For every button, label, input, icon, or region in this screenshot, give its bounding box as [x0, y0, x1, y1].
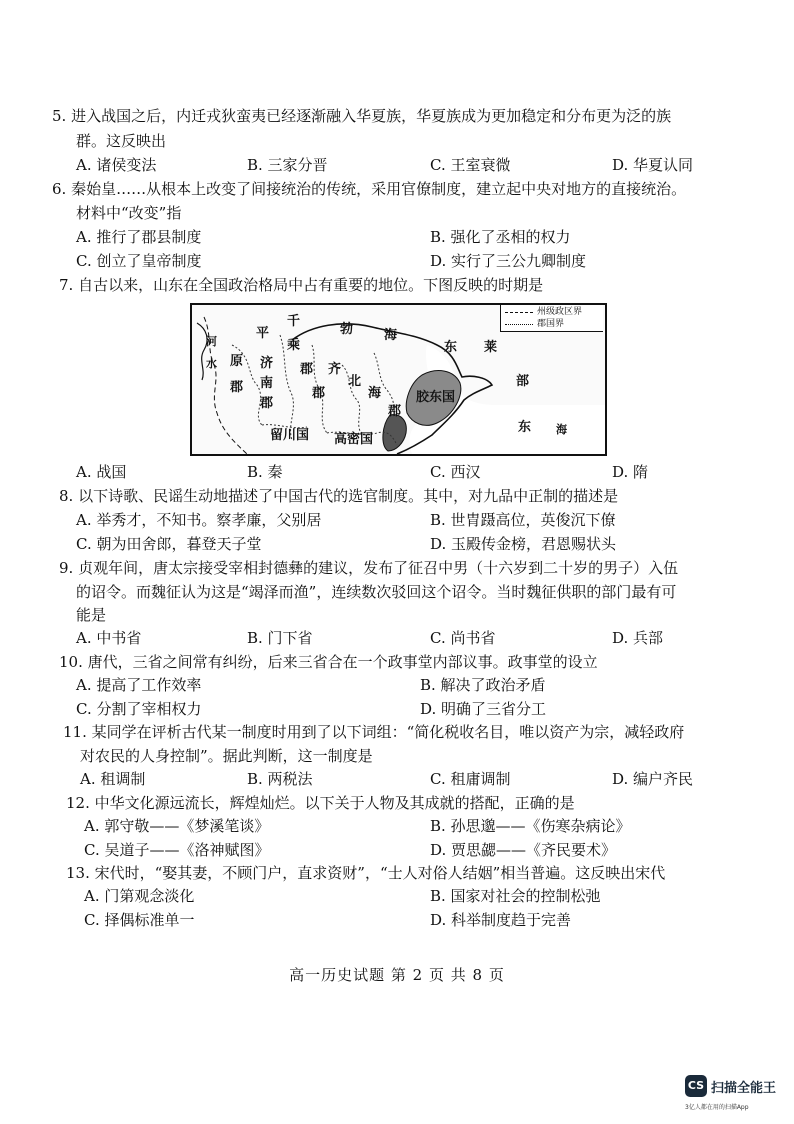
legend-item-state-boundary: 州级政区界: [537, 307, 583, 317]
map-label: 北: [348, 374, 362, 389]
map-label: 乘: [287, 338, 301, 353]
map-label: 海: [368, 386, 382, 401]
q5-stem-line2: 群。这反映出: [76, 132, 167, 150]
map-label: 平: [256, 326, 270, 341]
q5-stem-line1: 5. 进入战国之后，内迁戎狄蛮夷已经逐渐融入华夏族，华夏族成为更加稳定和分布更为泛的族: [52, 107, 672, 125]
q13-option-d: D. 科举制度趋于完善: [430, 911, 572, 929]
map-label: 郡: [230, 380, 244, 395]
q9-option-a: A. 中书省: [76, 629, 142, 647]
q8-option-b: B. 世胄蹑高位，英俊沉下僚: [430, 511, 616, 529]
map-label: 千: [287, 314, 301, 329]
legend-state-boundary-symbol: [505, 312, 533, 313]
q9-option-d: D. 兵部: [612, 629, 664, 647]
q9-option-b: B. 门下省: [247, 629, 313, 647]
q6-option-a: A. 推行了郡县制度: [76, 228, 202, 246]
historical-map: [190, 303, 607, 456]
map-label: 河: [206, 335, 217, 348]
q11-stem-line2: 对农民的人身控制”。据此判断，这一制度是: [80, 747, 373, 765]
q10-option-d: D. 明确了三省分工: [420, 700, 547, 718]
map-label-gaomi: 高密国: [334, 432, 374, 447]
map-label-jiaodong: 胶东国: [416, 390, 456, 405]
map-label: 齐: [328, 362, 342, 377]
map-label: 原: [230, 354, 244, 369]
q6-option-c: C. 创立了皇帝制度: [76, 252, 202, 270]
map-label: 莱: [484, 340, 498, 355]
legend-commandery-boundary-symbol: [505, 324, 533, 325]
q10-option-c: C. 分割了宰相权力: [76, 700, 202, 718]
q11-option-d: D. 编户齐民: [612, 770, 694, 788]
q5-option-d: D. 华夏认同: [612, 156, 694, 174]
q7-option-b: B. 秦: [247, 463, 283, 481]
q6-option-b: B. 强化了丞相的权力: [430, 228, 571, 246]
q6-option-d: D. 实行了三公九卿制度: [430, 252, 587, 270]
map-label: 东: [444, 340, 458, 355]
map-label: 东: [518, 420, 532, 435]
map-label: 水: [206, 357, 217, 370]
map-label: 郡: [388, 404, 402, 419]
watermark-tagline: 3亿人都在用的扫描App: [685, 1104, 749, 1111]
q5-option-a: A. 诸侯变法: [76, 156, 157, 174]
map-label: 南: [260, 376, 274, 391]
map-label: 郡: [260, 396, 274, 411]
q11-option-c: C. 租庸调制: [430, 770, 511, 788]
q9-option-c: C. 尚书省: [430, 629, 496, 647]
map-label: 济: [260, 356, 274, 371]
q13-option-c: C. 择偶标准单一: [84, 911, 195, 929]
legend-item-commandery-boundary: 郡国界: [537, 319, 565, 329]
map-label: 海: [384, 328, 398, 343]
map-label: 勃: [340, 322, 354, 337]
q11-stem-line1: 11. 某同学在评析古代某一制度时用到了以下词组：“简化税收名目，唯以资产为宗，减轻政府: [63, 723, 685, 741]
camscanner-logo-icon: CS: [685, 1075, 707, 1097]
map-label: 海: [556, 423, 567, 436]
q13-option-a: A. 门第观念淡化: [84, 887, 195, 905]
q5-option-c: C. 王室衰微: [430, 156, 511, 174]
watermark-app-name: 扫描全能王: [711, 1081, 777, 1096]
q12-option-c: C. 吴道子——《洛神赋图》: [84, 841, 270, 859]
q12-option-a: A. 郭守敬——《梦溪笔谈》: [84, 817, 270, 835]
q10-stem-line1: 10. 唐代，三省之间常有纠纷，后来三省合在一个政事堂内部议事。政事堂的设立: [59, 653, 598, 671]
map-label: 郡: [312, 386, 326, 401]
map-label-zichuan: 留川国: [270, 428, 310, 443]
q7-option-c: C. 西汉: [430, 463, 481, 481]
map-legend: [500, 305, 603, 332]
map-label: 部: [516, 374, 530, 389]
q10-option-a: A. 提高了工作效率: [76, 676, 202, 694]
q8-option-c: C. 朝为田舍郎，暮登天子堂: [76, 535, 262, 553]
q12-option-b: B. 孙思邈——《伤寒杂病论》: [430, 817, 631, 835]
q9-stem-line3: 能是: [76, 606, 107, 624]
q10-option-b: B. 解决了政治矛盾: [420, 676, 546, 694]
page-footer: 高一历史试题 第 2 页 共 8 页: [289, 966, 505, 984]
q8-option-d: D. 玉殿传金榜，君恩赐状头: [430, 535, 617, 553]
q7-option-a: A. 战国: [76, 463, 127, 481]
q8-stem-line1: 8. 以下诗歌、民谣生动地描述了中国古代的选官制度。其中，对九品中正制的描述是: [59, 487, 619, 505]
q9-stem-line2: 的诏令。而魏征认为这是“竭泽而渔”，连续数次驳回这个诏令。当时魏征供职的部门最有可: [76, 583, 677, 601]
q11-option-b: B. 两税法: [247, 770, 313, 788]
q8-option-a: A. 举秀才，不知书。察孝廉，父别居: [76, 511, 322, 529]
q12-option-d: D. 贾思勰——《齐民要术》: [430, 841, 617, 859]
q5-option-b: B. 三家分晋: [247, 156, 328, 174]
q9-stem-line1: 9. 贞观年间，唐太宗接受宰相封德彝的建议，发布了征召中男（十六岁到二十岁的男子）入伍: [59, 559, 679, 577]
q13-option-b: B. 国家对社会的控制松弛: [430, 887, 601, 905]
q6-stem-line2: 材料中“改变”指: [76, 204, 182, 222]
q13-stem-line1: 13. 宋代时，“娶其妻，不顾门户，直求资财”，“士人对俗人结姻”相当普遍。这反映出宋代: [66, 864, 666, 882]
q6-stem-line1: 6. 秦始皇……从根本上改变了间接统治的传统，采用官僚制度，建立起中央对地方的直接统治。: [52, 180, 687, 198]
q7-option-d: D. 隋: [612, 463, 649, 481]
q11-option-a: A. 租调制: [80, 770, 146, 788]
map-label: 郡: [300, 362, 314, 377]
q7-stem-line1: 7. 自古以来，山东在全国政治格局中占有重要的地位。下图反映的时期是: [59, 276, 544, 294]
q12-stem-line1: 12. 中华文化源远流长，辉煌灿烂。以下关于人物及其成就的搭配，正确的是: [66, 794, 575, 812]
